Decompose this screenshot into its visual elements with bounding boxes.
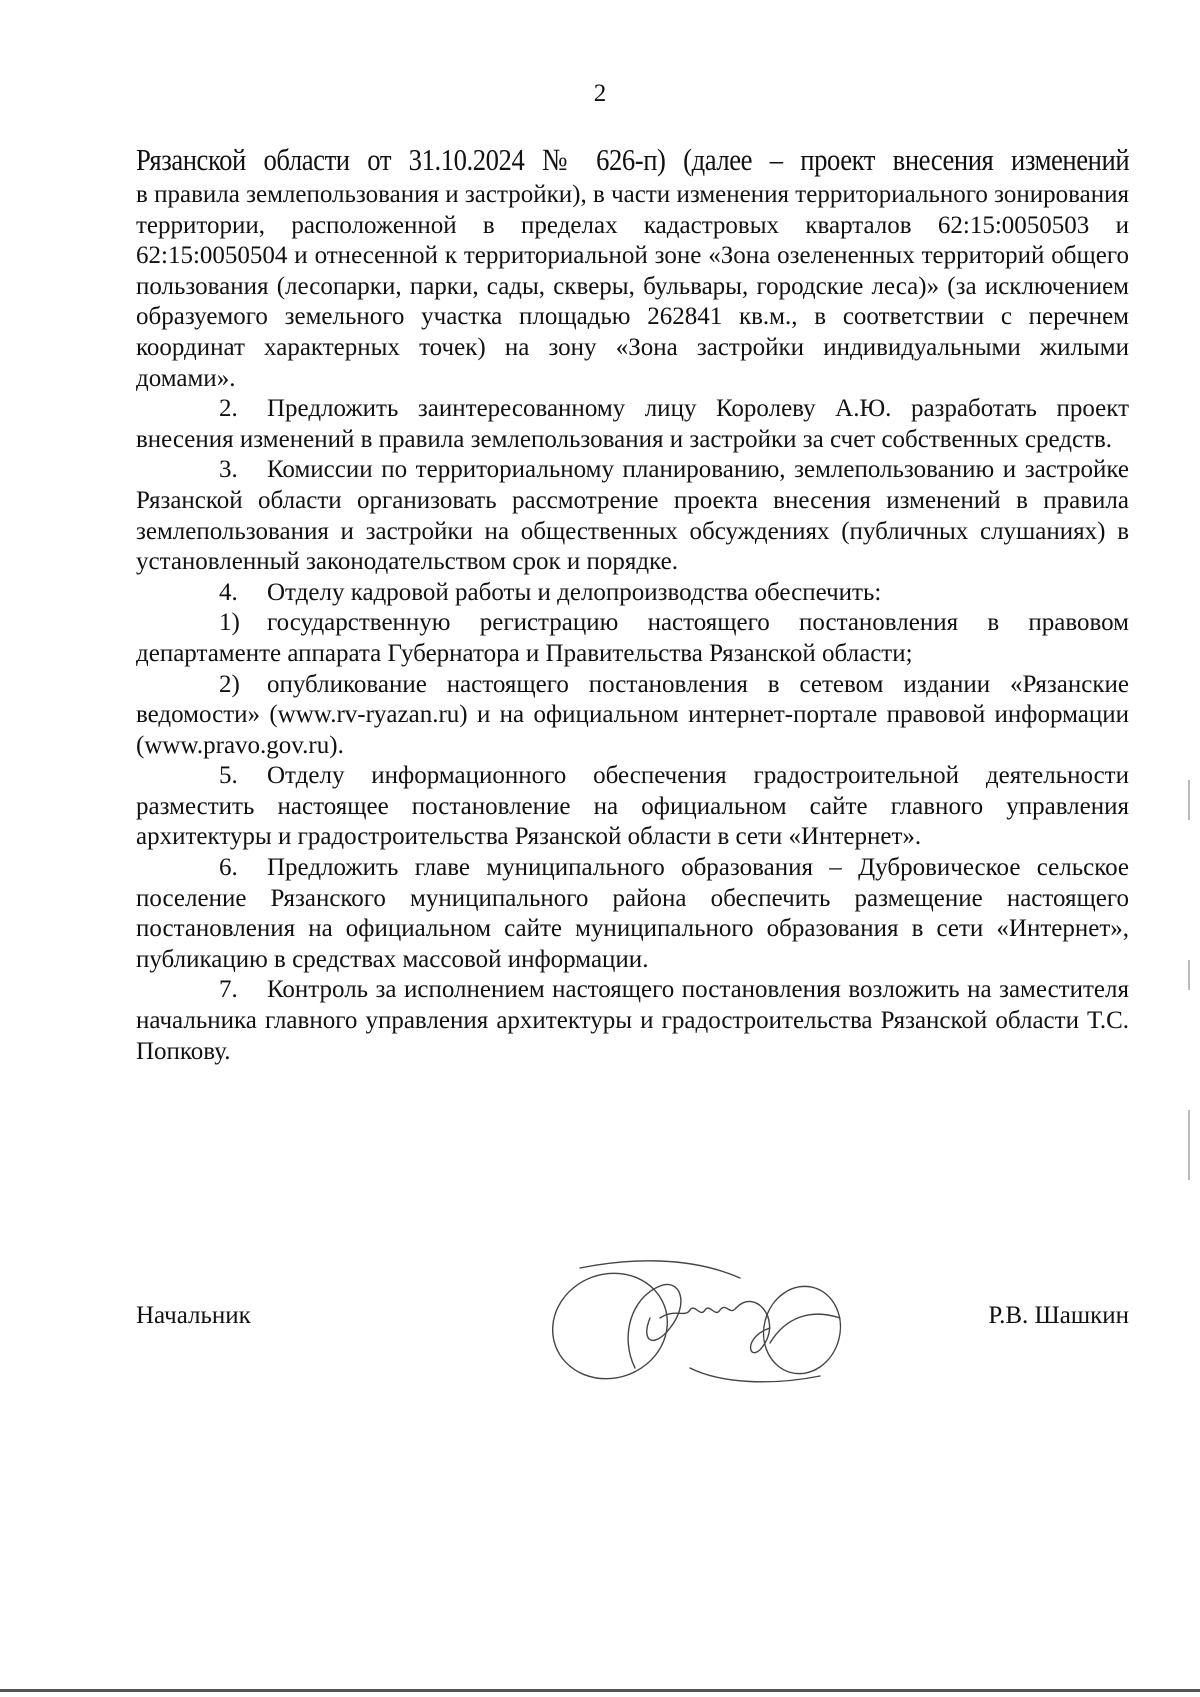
item-6 [136, 853, 1129, 975]
item-text: Отделу кадровой работы и делопроизводства обеспечить: [267, 578, 882, 606]
item-5 [136, 761, 1129, 853]
item-number: 6. [219, 854, 238, 882]
scan-edge-mark [1188, 1110, 1190, 1180]
item-text: Отделу информационного обеспечения градостроительной деятельности разместить настоящее постановление на официальном сайте главного управления архитектуры и градостроительства Рязанской области в сети «Интернет». [136, 762, 1129, 851]
item-number: 2) [219, 670, 240, 698]
page-number: 2 [593, 80, 607, 107]
continued-line: Рязанской области от 31.10.2024 № 626-п) (далее – проект внесения изменений [136, 142, 1130, 177]
item-2 [136, 394, 1129, 455]
item-number: 1) [219, 609, 240, 637]
subitem-1 [136, 608, 1129, 669]
item-4 [136, 578, 1129, 609]
item-number: 5. [219, 762, 238, 790]
item-number: 3. [219, 456, 238, 484]
scan-bottom-edge [0, 1689, 1200, 1692]
item-number: 4. [219, 578, 238, 606]
scan-edge-mark [1188, 780, 1190, 820]
item-3 [136, 455, 1129, 577]
item-text: Предложить главе муниципального образования – Дубровическое сельское поселение Рязанского муниципального района обеспечить размещение настоящего постановления на официальном сайте муниципального образования в сети «Интернет», публикацию в средствах массовой информации. [136, 854, 1129, 973]
item-number: 7. [219, 976, 238, 1004]
item-number: 2. [219, 395, 238, 423]
item-7 [136, 975, 1129, 1067]
subitem-2 [136, 670, 1129, 762]
signatory-title: Начальник [136, 1302, 251, 1329]
signatory-name: Р.В. Шашкин [988, 1302, 1129, 1329]
item-text: государственную регистрацию настоящего постановления в правовом департаменте аппарата Губернатора и Правительства Рязанской области; [136, 609, 1129, 667]
handwritten-signature [540, 1248, 870, 1398]
scan-edge-mark [1188, 960, 1190, 990]
item-text: Комиссии по территориальному планированию, землепользованию и застройке Рязанской области организовать рассмотрение проекта внесения изменений в правила землепользования и застройки на общественных обсуждениях (публичных слушаниях) в установленный законодательством срок и порядке. [136, 456, 1129, 576]
item-text: Контроль за исполнением настоящего постановления возложить на заместителя начальника главного управления архитектуры и градостроительства Рязанской области Т.С. Попкову. [136, 976, 1129, 1065]
item-text: опубликование настоящего постановления в сетевом издании «Рязанские ведомости» (www.rv-ryazan.ru) и на официальном интернет-портале правовой информации (www.pravo.gov.ru). [136, 670, 1129, 759]
paragraph-1-continuation: в правила землепользования и застройки), в части изменения территориального зонирования территории, расположенной в пределах кадастровых кварталов 62:15:0050503 и 62:15:0050504 и отнесенной к территориальной зоне «Зона озелененных территорий общего пользования (лесопарки, парки, сады, скверы, бульвары, городские леса)» (за исключением образуемого земельного участка площадью 262841 кв.м., в соответствии с перечнем координат характерных точек) на зону «Зона застройки индивидуальными жилыми домами». [136, 181, 1129, 392]
document-body [136, 142, 1129, 1067]
item-text: Предложить заинтересованному лицу Королеву А.Ю. разработать проект внесения изменений в правила землепользования и застройки за счет собственных средств. [136, 395, 1129, 453]
